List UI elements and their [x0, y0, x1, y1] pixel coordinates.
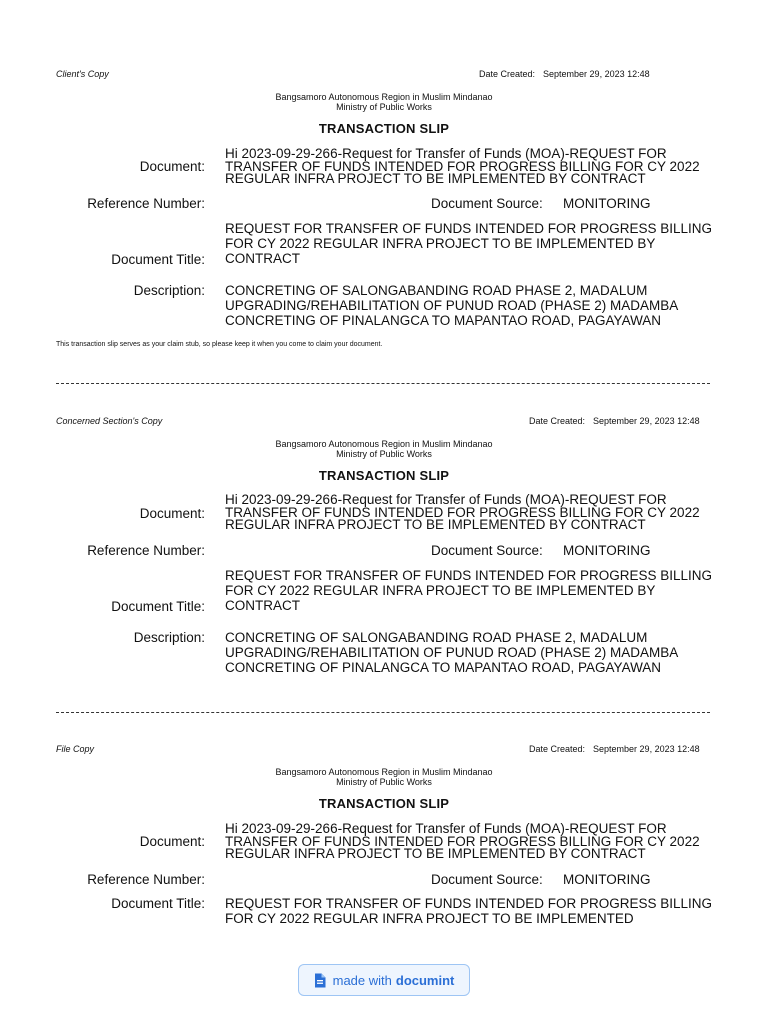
copy-label: Client's Copy	[56, 69, 109, 79]
date-created	[529, 744, 700, 754]
document-source-label: Document Source:	[431, 196, 543, 211]
document-title-label: Document Title:	[111, 252, 205, 267]
document-title-label: Document Title:	[111, 896, 205, 911]
document-title-label: Document Title:	[111, 599, 205, 614]
document-source-label: Document Source:	[431, 543, 543, 558]
date-created-label: Date Created:	[529, 416, 586, 426]
slip-title: TRANSACTION SLIP	[318, 121, 450, 136]
slip-title: TRANSACTION SLIP	[318, 468, 450, 483]
date-created	[529, 416, 700, 426]
document-title-value: REQUEST FOR TRANSFER OF FUNDS INTENDED FOR PROGRESS BILLING FOR CY 2022 REGULAR INFRA PROJECT TO BE IMPLEMENTED	[225, 896, 713, 926]
document-label: Document:	[139, 834, 205, 849]
document-title-value: REQUEST FOR TRANSFER OF FUNDS INTENDED FOR PROGRESS BILLING FOR CY 2022 REGULAR INFRA PROJECT TO BE IMPLEMENTED BY CONTRACT	[225, 221, 713, 266]
copy-label: Concerned Section's Copy	[56, 416, 163, 426]
document-value: Hi 2023-09-29-266-Request for Transfer of Funds (MOA)-REQUEST FOR TRANSFER OF FUNDS INTENDED FOR PROGRESS BILLING FOR CY 2022 REGULAR INFRA PROJECT TO BE IMPLEMENTED BY CONTRACT	[225, 821, 700, 861]
date-created-value: September 29, 2023 12:48	[593, 744, 700, 754]
reference-number-label: Reference Number:	[87, 872, 205, 887]
document-source-value: MONITORING	[563, 196, 651, 211]
copy-label: File Copy	[56, 744, 95, 754]
reference-number-label: Reference Number:	[87, 196, 205, 211]
document-icon	[314, 973, 326, 988]
date-created-value: September 29, 2023 12:48	[593, 416, 700, 426]
claim-stub-note: This transaction slip serves as your claim stub, so please keep it when you come to claim your document.	[56, 341, 383, 348]
badge-brand: documint	[395, 972, 455, 988]
ministry-name: Ministry of Public Works	[336, 777, 432, 787]
date-created-label: Date Created:	[529, 744, 586, 754]
organization-name: Bangsamoro Autonomous Region in Muslim Mindanao	[275, 92, 493, 102]
badge-prefix: made with	[332, 972, 392, 988]
document-source-label: Document Source:	[431, 872, 543, 887]
document-source-value: MONITORING	[563, 543, 651, 558]
description-value: CONCRETING OF SALONGABANDING ROAD PHASE 2, MADALUM UPGRADING/REHABILITATION OF PUNUD ROAD (PHASE 2) MADAMBA CONCRETING OF PINALANGCA TO MAPANTAO ROAD, PAGAYAWAN	[225, 283, 678, 328]
cut-line	[56, 712, 710, 713]
document-source-value: MONITORING	[563, 872, 651, 887]
document-label: Document:	[139, 506, 205, 521]
reference-number-label: Reference Number:	[87, 543, 205, 558]
organization-name: Bangsamoro Autonomous Region in Muslim Mindanao	[275, 767, 493, 777]
ministry-name: Ministry of Public Works	[336, 449, 432, 459]
organization-name: Bangsamoro Autonomous Region in Muslim Mindanao	[275, 439, 493, 449]
document-value: Hi 2023-09-29-266-Request for Transfer of Funds (MOA)-REQUEST FOR TRANSFER OF FUNDS INTENDED FOR PROGRESS BILLING FOR CY 2022 REGULAR INFRA PROJECT TO BE IMPLEMENTED BY CONTRACT	[225, 492, 700, 532]
ministry-name: Ministry of Public Works	[336, 102, 432, 112]
description-label: Description:	[133, 283, 205, 298]
slip-title: TRANSACTION SLIP	[318, 796, 450, 811]
date-created-label: Date Created:	[479, 69, 536, 79]
description-label: Description:	[133, 630, 205, 645]
document-title-value: REQUEST FOR TRANSFER OF FUNDS INTENDED FOR PROGRESS BILLING FOR CY 2022 REGULAR INFRA PROJECT TO BE IMPLEMENTED BY CONTRACT	[225, 568, 713, 613]
date-created	[479, 69, 650, 79]
made-with-documint-badge[interactable]	[298, 964, 470, 996]
cut-line	[56, 383, 710, 384]
document-label: Document:	[139, 159, 205, 174]
description-value: CONCRETING OF SALONGABANDING ROAD PHASE 2, MADALUM UPGRADING/REHABILITATION OF PUNUD ROAD (PHASE 2) MADAMBA CONCRETING OF PINALANGCA TO MAPANTAO ROAD, PAGAYAWAN	[225, 630, 678, 675]
document-value: Hi 2023-09-29-266-Request for Transfer of Funds (MOA)-REQUEST FOR TRANSFER OF FUNDS INTENDED FOR PROGRESS BILLING FOR CY 2022 REGULAR INFRA PROJECT TO BE IMPLEMENTED BY CONTRACT	[225, 146, 700, 186]
date-created-value: September 29, 2023 12:48	[543, 69, 650, 79]
